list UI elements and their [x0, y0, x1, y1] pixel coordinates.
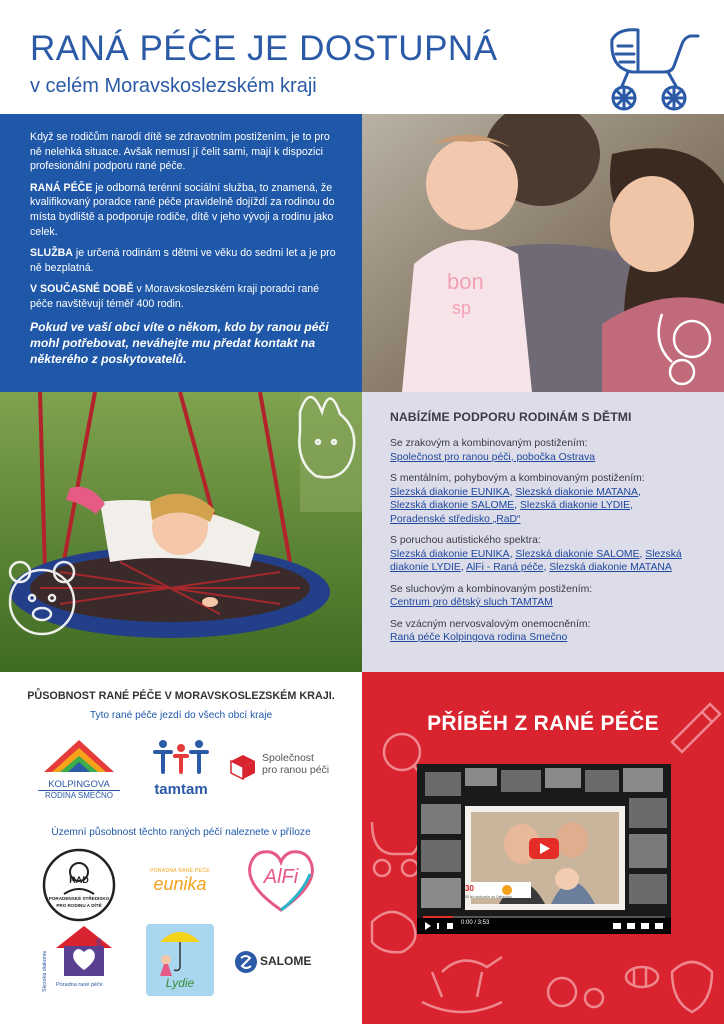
matana-logo-side: Slezská diakonie [42, 950, 48, 992]
intro-lead-rana-pece: RANÁ PÉČE [30, 181, 93, 194]
video-thumbnail [417, 764, 671, 934]
service-group-autism: S poruchou autistického spektra: Slezská diakonie EUNIKA, Slezská diakonie SALOME, Slezská diakonie LYDIE, AlFi - Raná péče, Slezská diakonie MATANA [390, 534, 700, 575]
tamtam-figures-icon [151, 738, 211, 776]
rad-logo-subtext: PRO RODINU A DÍTĚ [56, 903, 102, 908]
services-panel [362, 392, 724, 672]
svg-text:sp: sp [452, 298, 472, 318]
intro-paragraph-2 [30, 181, 336, 239]
kolpingova-roof-icon [38, 738, 120, 774]
service-group-label: Se zrakovým a kombinovaným postižením: [390, 438, 588, 449]
eunika-logo[interactable] [132, 868, 228, 902]
intro-lead-sluzba: SLUŽBA [30, 247, 73, 260]
video-badge: 30 [465, 884, 474, 893]
salome-logo-text: SALOME [260, 954, 312, 968]
family-photo [362, 114, 724, 392]
spolecnost-logo-text: Společnost [262, 752, 314, 764]
story-heading: PŘÍBĚH Z RANÉ PÉČE [427, 712, 659, 735]
matana-logo-text: MATANA [96, 938, 103, 968]
alfi-logo-text: AlFi [263, 866, 299, 888]
rad-logo-title: RAD [69, 875, 89, 885]
scope-note-appendix: Územní působnost těchto raných péčí naleznete v příloze [51, 827, 311, 838]
provider-link[interactable]: Slezská diakonie MATANA [549, 562, 672, 573]
swing-photo-illustration [0, 392, 362, 672]
service-group-neuromuscular [390, 618, 700, 645]
service-group-label: S poruchou autistického spektra: [390, 535, 541, 546]
page-subtitle: v celém Moravskoslezském kraji [30, 75, 317, 97]
story-panel [362, 672, 724, 1024]
fullscreen-icon[interactable] [655, 923, 663, 929]
scope-heading: PŮSOBNOST RANÉ PÉČE V MORAVSKOSLEZSKÉM KRAJI. [27, 690, 335, 702]
family-photo-illustration [362, 114, 724, 392]
service-group-mental: S mentálním, pohybovým a kombinovaným postižením: Slezská diakonie EUNIKA, Slezská diakonie MATANA, Slezská diakonie SALOME, Slezská diakonie LYDIE, Poradenské středisko „RaD“ [390, 472, 700, 526]
provider-link[interactable]: Společnost pro ranou péči, pobočka Ostrava [390, 451, 596, 463]
video-caption: 30 let raná péče na Ostravsku [465, 895, 512, 899]
provider-link[interactable]: AlFi - Raná péče [466, 562, 544, 573]
services-heading: NABÍZÍME PODPORU RODINÁM S DĚTMI [390, 410, 632, 424]
eunika-logo-text: eunika [153, 874, 207, 894]
provider-link[interactable]: Slezská diakonie EUNIKA [390, 486, 510, 498]
service-group-label: Se sluchovým a kombinovaným postižením: [390, 583, 593, 595]
volume-icon[interactable] [447, 923, 453, 929]
intro-text-rana-pece: je odborná terénní sociální služba, to znamená, že kvalifikovaný poradce rané péče pravidelně dojíždí za rodinou do místa bydliště a podporuje rodiče, dítě v jeho vývoji a rodinu jako celek. [30, 181, 335, 238]
provider-link[interactable]: Slezská diakonie LYDIE [519, 500, 631, 511]
kolpingova-logo[interactable] [38, 738, 120, 800]
kolpingova-logo-text: KOLPINGOVA [48, 779, 110, 790]
provider-link[interactable]: Slezská diakonie SALOME [390, 500, 515, 511]
provider-link[interactable]: Slezská diakonie SALOME [515, 548, 640, 560]
service-group-visual [390, 437, 700, 464]
rad-emblem-icon [42, 848, 116, 922]
lydie-logo-text: Lydie [165, 976, 195, 990]
provider-link[interactable]: Slezská diakonie MATANA [515, 486, 638, 498]
page-header [0, 0, 724, 114]
intro-call-to-action: Pokud ve vaší obci víte o někom, kdo by ranou péči mohl potřebovat, neváhejte mu předat kontakt na některého z poskytovatelů. [30, 319, 329, 366]
spolecnost-logo[interactable] [230, 752, 350, 792]
swing-photo [0, 392, 362, 672]
stroller-icon [598, 22, 706, 114]
alfi-logo[interactable] [244, 848, 318, 914]
eunika-logo-subtext: PORADNA RANÉ PÉČE [150, 868, 210, 874]
lydie-umbrella-icon [146, 924, 214, 978]
matana-logo-subtext: Poradna rané péče [56, 982, 103, 988]
matana-logo[interactable] [42, 924, 122, 1000]
play-button[interactable] [529, 838, 559, 859]
salome-figure-icon [234, 950, 258, 974]
intro-lead-soucasne: V SOUČASNÉ DOBĚ [30, 283, 134, 296]
settings-icon[interactable] [613, 923, 621, 929]
service-group-label: Se vzácným nervosvalovým onemocněním: [390, 618, 591, 630]
kolpingova-logo-subtext: RODINA SMEČNO [38, 790, 120, 801]
provider-link[interactable]: Slezská diakonie LYDIE [390, 548, 682, 573]
intro-text-soucasne: v Moravskoslezském kraji poradci rané péče navštěvují téměř 400 rodin. [30, 283, 320, 310]
video-time: 0:00 / 3:53 [461, 920, 490, 926]
provider-link[interactable]: Poradenské středisko „RaD“ [390, 513, 521, 525]
scope-section [0, 672, 362, 1024]
miniplayer-icon[interactable] [627, 923, 635, 929]
intro-paragraph-4 [30, 282, 336, 311]
rad-logo-text: PORADENSKÉ STŘEDISKO [48, 896, 110, 901]
tamtam-logo[interactable] [146, 738, 216, 800]
intro-text-sluzba: je určená rodinám s dětmi ve věku do sedmi let a je pro ně bezplatná. [30, 247, 336, 274]
salome-logo[interactable] [234, 948, 330, 976]
tamtam-logo-text: tamtam [154, 781, 208, 798]
lydie-logo[interactable] [146, 924, 214, 996]
provider-link[interactable]: Slezská diakonie EUNIKA [390, 548, 510, 560]
intro-paragraph-3 [30, 246, 336, 275]
provider-link[interactable]: Raná péče Kolpingova rodina Smečno [390, 632, 568, 643]
svg-text:bon: bon [447, 269, 484, 294]
spolecnost-cube-icon [230, 754, 256, 780]
intro-paragraph-1: Když se rodičům narodí dítě se zdravotním postižením, je to pro ně nelehká situace. Avšak nemusí jí čelit sami, mají k dispozici profesionální podporu rané péče. [30, 131, 330, 173]
service-group-hearing [390, 583, 700, 610]
intro-panel [0, 114, 362, 392]
provider-link[interactable]: Centrum pro dětský sluch TAMTAM [390, 597, 553, 608]
scope-note-all-regions: Tyto rané péče jezdí do všech obcí kraje [89, 710, 273, 721]
skip-icon[interactable] [437, 923, 439, 929]
page-title: RANÁ PÉČE JE DOSTUPNÁ [30, 29, 498, 68]
service-group-label: S mentálním, pohybovým a kombinovaným postižením: [390, 473, 645, 484]
story-video-player[interactable] [417, 764, 671, 934]
rad-logo[interactable] [42, 848, 116, 922]
theater-icon[interactable] [641, 923, 649, 929]
spolecnost-logo-subtext: pro ranou péči [262, 764, 330, 776]
